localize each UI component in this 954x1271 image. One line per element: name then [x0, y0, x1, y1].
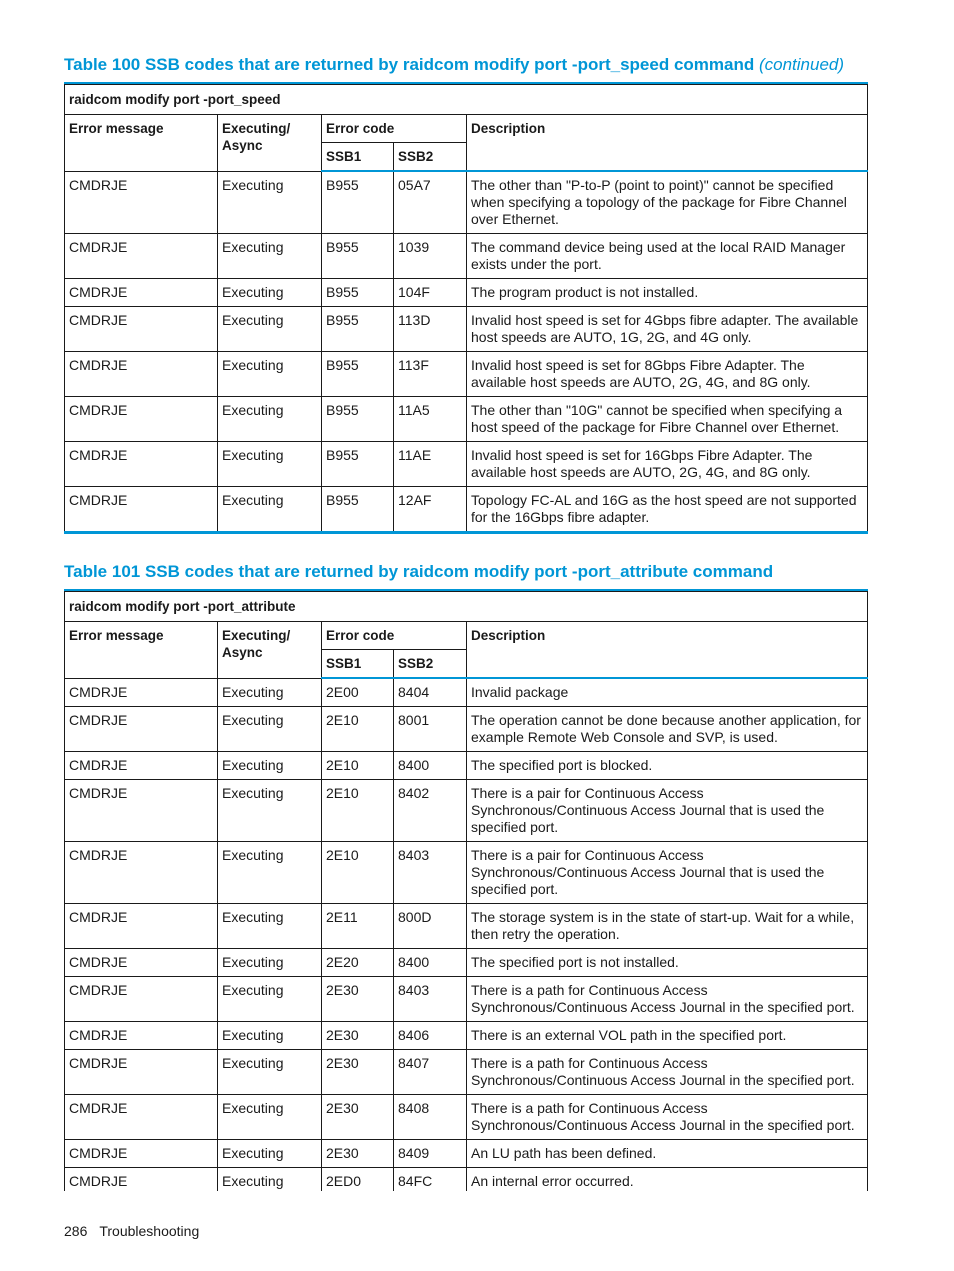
error-message-cell: CMDRJE	[65, 752, 218, 780]
executing-cell: Executing	[218, 977, 322, 1022]
ssb2-cell: 12AF	[394, 487, 467, 533]
ssb1-cell: B955	[322, 442, 394, 487]
ssb2-cell: 8408	[394, 1095, 467, 1140]
page-footer	[64, 1223, 211, 1239]
description-cell: There is a path for Continuous Access Synchronous/Continuous Access Journal in the specified port.	[467, 1050, 868, 1095]
table-row	[65, 678, 868, 707]
executing-cell: Executing	[218, 397, 322, 442]
ssb1-cell: 2E11	[322, 904, 394, 949]
executing-cell: Executing	[218, 1050, 322, 1095]
continued-label: (continued)	[758, 55, 845, 74]
executing-cell: Executing	[218, 487, 322, 533]
error-message-cell: CMDRJE	[65, 780, 218, 842]
error-message-cell: CMDRJE	[65, 397, 218, 442]
ssb2-cell: 11A5	[394, 397, 467, 442]
ssb2-cell: 8403	[394, 977, 467, 1022]
description-cell: The storage system is in the state of start-up. Wait for a while, then retry the operation.	[467, 904, 868, 949]
ssb1-cell: 2E30	[322, 1140, 394, 1168]
table-101-body	[65, 678, 868, 1191]
ssb1-cell: 2E10	[322, 842, 394, 904]
table-row	[65, 1140, 868, 1168]
table-101-command-header: raidcom modify port -port_attribute	[65, 592, 868, 622]
table-row	[65, 1168, 868, 1192]
description-cell: The specified port is not installed.	[467, 949, 868, 977]
executing-cell: Executing	[218, 707, 322, 752]
error-message-cell: CMDRJE	[65, 1095, 218, 1140]
description-cell: The other than "P-to-P (point to point)" cannot be specified when specifying a topology of the package for Fibre Channel over Ethernet.	[467, 171, 868, 234]
ssb2-cell: 8407	[394, 1050, 467, 1095]
table-row	[65, 707, 868, 752]
error-message-cell: CMDRJE	[65, 442, 218, 487]
table-row	[65, 949, 868, 977]
ssb1-cell: 2E10	[322, 707, 394, 752]
description-cell: Topology FC-AL and 16G as the host speed are not supported for the 16Gbps fibre adapter.	[467, 487, 868, 533]
ssb2-cell: 8404	[394, 678, 467, 707]
table-100-executing-async-header: Executing/ Async	[218, 115, 322, 172]
table-row	[65, 1050, 868, 1095]
description-cell: An LU path has been defined.	[467, 1140, 868, 1168]
description-cell: The program product is not installed.	[467, 279, 868, 307]
executing-cell: Executing	[218, 1095, 322, 1140]
executing-cell: Executing	[218, 234, 322, 279]
executing-cell: Executing	[218, 904, 322, 949]
executing-cell: Executing	[218, 678, 322, 707]
ssb2-cell: 8001	[394, 707, 467, 752]
error-message-cell: CMDRJE	[65, 904, 218, 949]
ssb2-cell: 800D	[394, 904, 467, 949]
error-message-cell: CMDRJE	[65, 1022, 218, 1050]
table-100-ssb1-header: SSB1	[322, 143, 394, 172]
table-row	[65, 904, 868, 949]
ssb1-cell: B955	[322, 487, 394, 533]
executing-cell: Executing	[218, 1022, 322, 1050]
ssb2-cell: 113D	[394, 307, 467, 352]
table-row	[65, 842, 868, 904]
description-cell: There is a pair for Continuous Access Synchronous/Continuous Access Journal that is used the specified port.	[467, 780, 868, 842]
table-100-error-message-header: Error message	[65, 115, 218, 172]
description-cell: The other than "10G" cannot be specified when specifying a host speed of the package for Fibre Channel over Ethernet.	[467, 397, 868, 442]
executing-cell: Executing	[218, 171, 322, 234]
table-row	[65, 977, 868, 1022]
error-message-cell: CMDRJE	[65, 487, 218, 533]
ssb2-cell: 11AE	[394, 442, 467, 487]
error-message-cell: CMDRJE	[65, 171, 218, 234]
error-message-cell: CMDRJE	[65, 1168, 218, 1192]
ssb2-cell: 8400	[394, 949, 467, 977]
ssb1-cell: 2E10	[322, 780, 394, 842]
ssb1-cell: 2E00	[322, 678, 394, 707]
executing-cell: Executing	[218, 352, 322, 397]
ssb1-cell: B955	[322, 171, 394, 234]
table-101-executing-async-header: Executing/ Async	[218, 622, 322, 679]
error-message-cell: CMDRJE	[65, 1050, 218, 1095]
error-message-cell: CMDRJE	[65, 842, 218, 904]
executing-cell: Executing	[218, 949, 322, 977]
error-message-cell: CMDRJE	[65, 279, 218, 307]
table-101-error-message-header: Error message	[65, 622, 218, 679]
table-101-error-code-header: Error code	[322, 622, 467, 650]
table-row	[65, 1022, 868, 1050]
description-cell: An internal error occurred.	[467, 1168, 868, 1192]
error-message-cell: CMDRJE	[65, 678, 218, 707]
ssb1-cell: 2E30	[322, 1022, 394, 1050]
executing-cell: Executing	[218, 442, 322, 487]
ssb2-cell: 113F	[394, 352, 467, 397]
ssb2-cell: 104F	[394, 279, 467, 307]
table-100-error-code-header: Error code	[322, 115, 467, 143]
ssb1-cell: B955	[322, 307, 394, 352]
ssb1-cell: 2E20	[322, 949, 394, 977]
ssb1-cell: 2E30	[322, 977, 394, 1022]
ssb1-cell: 2E30	[322, 1095, 394, 1140]
description-cell: Invalid host speed is set for 16Gbps Fibre Adapter. The available host speeds are AUTO, 2G, 4G, and 8G only.	[467, 442, 868, 487]
error-message-cell: CMDRJE	[65, 707, 218, 752]
executing-cell: Executing	[218, 842, 322, 904]
description-cell: Invalid package	[467, 678, 868, 707]
error-message-cell: CMDRJE	[65, 949, 218, 977]
ssb2-cell: 8400	[394, 752, 467, 780]
ssb2-cell: 8403	[394, 842, 467, 904]
table-100-ssb2-header: SSB2	[394, 143, 467, 172]
table-101-caption: Table 101 SSB codes that are returned by raidcom modify port -port_attribute command	[64, 562, 774, 581]
table-100-description-header: Description	[467, 115, 868, 172]
error-message-cell: CMDRJE	[65, 1140, 218, 1168]
error-message-cell: CMDRJE	[65, 352, 218, 397]
ssb2-cell: 8406	[394, 1022, 467, 1050]
table-row	[65, 752, 868, 780]
executing-cell: Executing	[218, 1140, 322, 1168]
description-cell: Invalid host speed is set for 8Gbps Fibre Adapter. The available host speeds are AUTO, 2G, 4G, and 8G only.	[467, 352, 868, 397]
ssb2-cell: 8402	[394, 780, 467, 842]
description-cell: The operation cannot be done because another application, for example Remote Web Console and SVP, is used.	[467, 707, 868, 752]
executing-cell: Executing	[218, 752, 322, 780]
description-cell: There is a path for Continuous Access Synchronous/Continuous Access Journal in the specified port.	[467, 977, 868, 1022]
error-message-cell: CMDRJE	[65, 234, 218, 279]
page-number: 286	[64, 1223, 88, 1239]
table-row	[65, 780, 868, 842]
description-cell: The specified port is blocked.	[467, 752, 868, 780]
executing-cell: Executing	[218, 1168, 322, 1192]
table-100-command-header: raidcom modify port -port_speed	[65, 85, 868, 115]
ssb2-cell: 84FC	[394, 1168, 467, 1192]
description-cell: The command device being used at the local RAID Manager exists under the port.	[467, 234, 868, 279]
executing-cell: Executing	[218, 780, 322, 842]
table-row	[65, 1095, 868, 1140]
ssb1-cell: B955	[322, 397, 394, 442]
ssb1-cell: B955	[322, 352, 394, 397]
ssb1-cell: 2ED0	[322, 1168, 394, 1192]
executing-cell: Executing	[218, 307, 322, 352]
executing-cell: Executing	[218, 279, 322, 307]
error-message-cell: CMDRJE	[65, 307, 218, 352]
description-cell: Invalid host speed is set for 4Gbps fibre adapter. The available host speeds are AUTO, 1G, 2G, and 4G only.	[467, 307, 868, 352]
ssb1-cell: B955	[322, 279, 394, 307]
ssb2-cell: 8409	[394, 1140, 467, 1168]
table-101-description-header: Description	[467, 622, 868, 679]
description-cell: There is a path for Continuous Access Synchronous/Continuous Access Journal in the specified port.	[467, 1095, 868, 1140]
ssb1-cell: 2E10	[322, 752, 394, 780]
ssb1-cell: 2E30	[322, 1050, 394, 1095]
ssb1-cell: B955	[322, 234, 394, 279]
table-101-ssb2-header: SSB2	[394, 650, 467, 679]
table-100-caption-text: Table 100 SSB codes that are returned by raidcom modify port -port_speed command	[64, 55, 755, 74]
ssb2-cell: 1039	[394, 234, 467, 279]
table-101-ssb1-header: SSB1	[322, 650, 394, 679]
ssb2-cell: 05A7	[394, 171, 467, 234]
description-cell: There is a pair for Continuous Access Synchronous/Continuous Access Journal that is used the specified port.	[467, 842, 868, 904]
table-101	[64, 591, 868, 1191]
footer-section: Troubleshooting	[99, 1223, 200, 1239]
error-message-cell: CMDRJE	[65, 977, 218, 1022]
description-cell: There is an external VOL path in the specified port.	[467, 1022, 868, 1050]
